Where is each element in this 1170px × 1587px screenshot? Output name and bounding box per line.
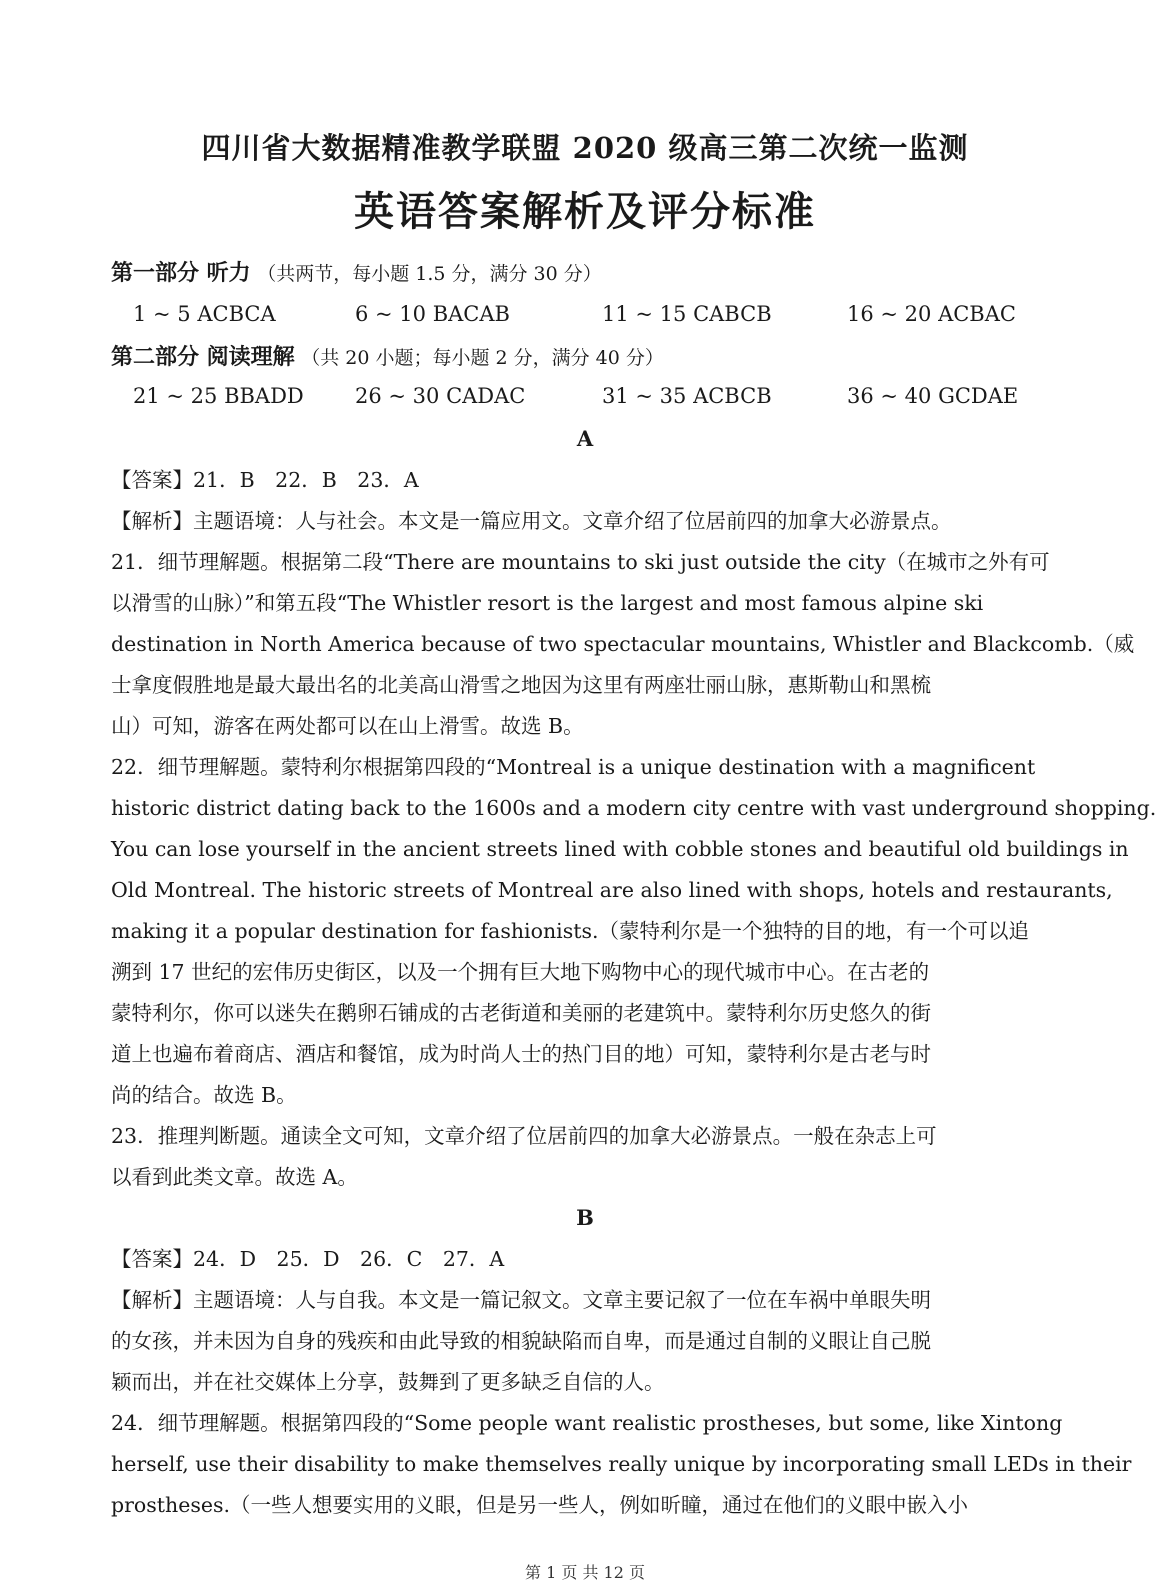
text-line: herself, use their disability to make themselves really unique by incorporating small LEDs in their: [111, 1452, 1132, 1476]
text-line: 以滑雪的山脉）”和第五段“The Whistler resort is the largest and most famous alpine ski: [111, 591, 984, 615]
section-a-label: A: [576, 426, 594, 451]
answer-group: 26 ~ 30 CADAC: [355, 384, 526, 408]
answer-group: 36 ~ 40 GCDAE: [847, 384, 1019, 408]
part2-answers: [133, 384, 1033, 414]
text-line: 尚的结合。故选 B。: [111, 1083, 297, 1107]
text-line: 的女孩，并未因为自身的残疾和由此导致的相貌缺陷而自卑，而是通过自制的义眼让自己脱: [111, 1329, 931, 1353]
section-b-label: B: [576, 1205, 594, 1230]
text-line: You can lose yourself in the ancient streets lined with cobble stones and beautiful old buildings in: [111, 837, 1129, 861]
text-line: Old Montreal. The historic streets of Montreal are also lined with shops, hotels and restaurants,: [111, 878, 1113, 902]
text-line: 以看到此类文章。故选 A。: [111, 1165, 358, 1189]
part2-heading: 第二部分 阅读理解: [111, 344, 295, 370]
text-line: 道上也遍布着商店、酒店和餐馆，成为时尚人士的热门目的地）可知，蒙特利尔是古老与时: [111, 1042, 931, 1066]
text-line: 【答案】21．B 22．B 23．A: [111, 468, 419, 492]
answer-group: 21 ~ 25 BBADD: [133, 384, 304, 408]
text-line: 23．推理判断题。通读全文可知，文章介绍了位居前四的加拿大必游景点。一般在杂志上可: [111, 1124, 937, 1148]
text-line: 蒙特利尔，你可以迷失在鹅卵石铺成的古老街道和美丽的老建筑中。蒙特利尔历史悠久的街: [111, 1001, 931, 1025]
answer-group: 31 ~ 35 ACBCB: [602, 384, 772, 408]
text-line: destination in North America because of two spectacular mountains, Whistler and Blackcomb.（威: [111, 632, 1135, 656]
text-line: 溯到 17 世纪的宏伟历史街区，以及一个拥有巨大地下购物中心的现代城市中心。在古老的: [111, 960, 930, 984]
part1-note: （共两节，每小题 1.5 分，满分 30 分）: [257, 263, 602, 285]
text-line: 22．细节理解题。蒙特利尔根据第四段的“Montreal is a unique destination with a magnificent: [111, 755, 1036, 779]
page-footer: 第 1 页 共 12 页: [525, 1563, 645, 1582]
text-line: making it a popular destination for fashionists.（蒙特利尔是一个独特的目的地，有一个可以追: [111, 919, 1029, 943]
text-line: historic district dating back to the 1600s and a modern city centre with vast underground shopping.: [111, 796, 1157, 820]
text-line: 【解析】主题语境：人与自我。本文是一篇记叙文。文章主要记叙了一位在车祸中单眼失明: [111, 1288, 931, 1312]
answer-group: 11 ~ 15 CABCB: [602, 302, 772, 326]
part2-heading-line: [111, 342, 1051, 373]
part2-note: （共 20 小题；每小题 2 分，满分 40 分）: [301, 347, 664, 369]
text-line: 24．细节理解题。根据第四段的“Some people want realistic prostheses, but some, like Xintong: [111, 1411, 1063, 1435]
exam-title: 四川省大数据精准教学联盟 2020 级高三第二次统一监测: [201, 131, 969, 165]
text-line: 【解析】主题语境：人与社会。本文是一篇应用文。文章介绍了位居前四的加拿大必游景点。: [111, 509, 952, 533]
text-line: 【答案】24．D 25．D 26．C 27．A: [111, 1247, 505, 1271]
text-line: 21．细节理解题。根据第二段“There are mountains to ski just outside the city（在城市之外有可: [111, 550, 1050, 574]
document-title: 英语答案解析及评分标准: [354, 188, 816, 235]
text-line: prostheses.（一些人想要实用的义眼，但是另一些人，例如昕瞳，通过在他们的义眼中嵌入小: [111, 1493, 969, 1517]
text-line: 颖而出，并在社交媒体上分享，鼓舞到了更多缺乏自信的人。: [111, 1370, 665, 1394]
text-line: 士拿度假胜地是最大最出名的北美高山滑雪之地因为这里有两座壮丽山脉，惠斯勒山和黑梳: [111, 673, 931, 697]
answer-group: 1 ~ 5 ACBCA: [133, 302, 276, 326]
part1-heading: 第一部分 听力: [111, 260, 251, 286]
part1-heading-line: [111, 258, 1051, 289]
answer-group: 6 ~ 10 BACAB: [355, 302, 510, 326]
text-line: 山）可知，游客在两处都可以在山上滑雪。故选 B。: [111, 714, 584, 738]
part1-answers: [133, 302, 1033, 332]
answer-group: 16 ~ 20 ACBAC: [847, 302, 1016, 326]
